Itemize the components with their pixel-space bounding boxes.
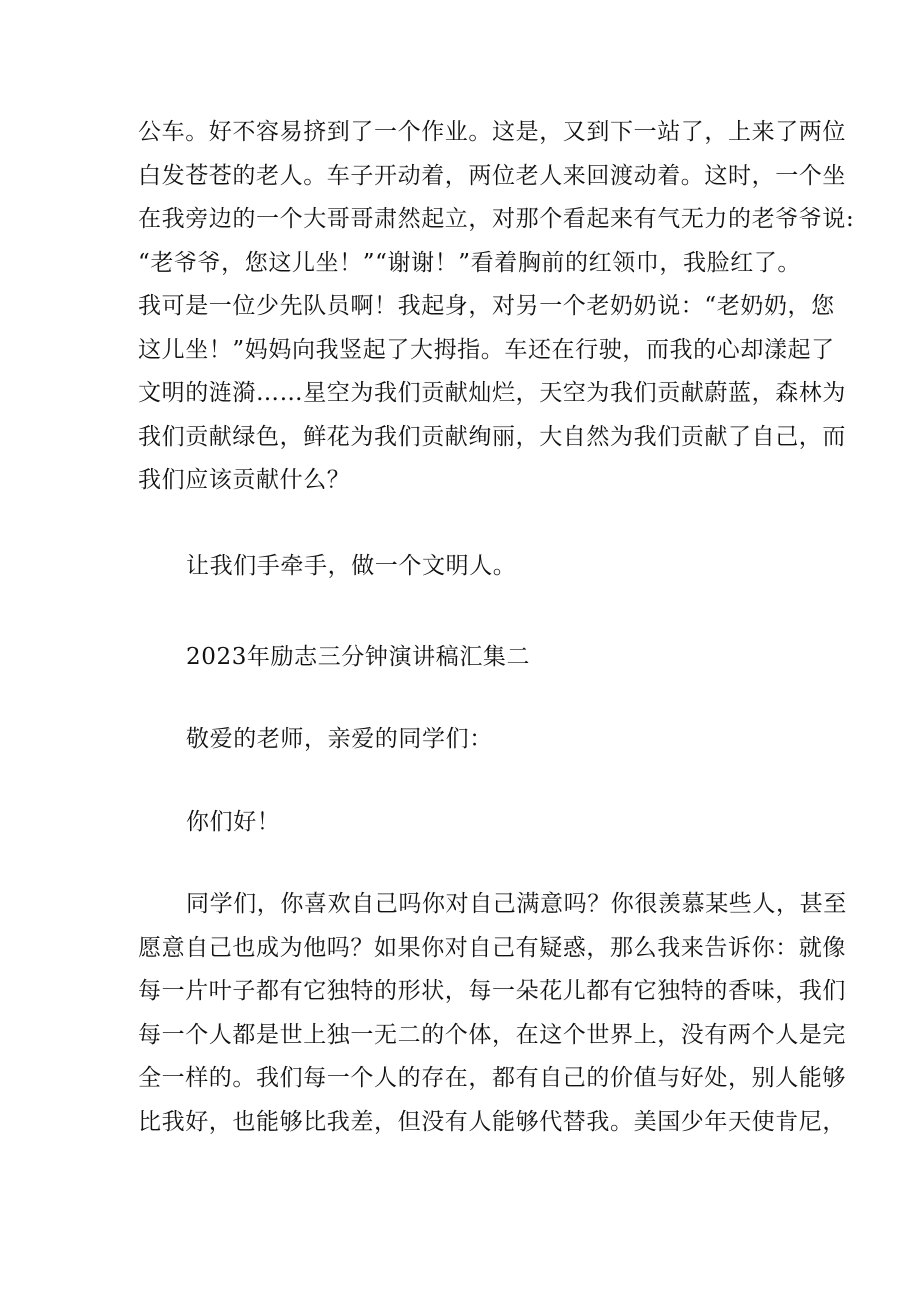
text-line: 我们贡献绿色，鲜花为我们贡献绚丽，大自然为我们贡献了自己，而 <box>138 423 846 450</box>
text-line: 公车。好不容易挤到了一个作业。这是，又到下一站了，上来了两位 <box>138 119 846 145</box>
salutation-text: 敬爱的老师，亲爱的同学们： <box>186 726 493 752</box>
text-line: 让我们手牵手，做一个文明人。 <box>186 553 517 579</box>
text-line: 全一样的。我们每一个人的存在，都有自己的价值与好处，别人能够 <box>138 1065 846 1091</box>
body-paragraph-3 <box>138 883 847 1144</box>
text-line: “老爷爷，您这儿坐！”“谢谢！”看着胸前的红领巾，我脸红了。 <box>138 249 802 276</box>
text-line: 比我好，也能够比我差，但没有人能够代替我。美国少年天使肯尼， <box>138 1108 846 1135</box>
text-line: 这儿坐！”妈妈向我竖起了大拇指。车还在行驶，而我的心却漾起了 <box>138 336 835 363</box>
text-line: 白发苍苍的老人。车子开动着，两位老人来回渡动着。这时，一个坐 <box>138 162 846 189</box>
body-paragraph-1 <box>138 111 855 503</box>
text-line: 每一片叶子都有它独特的形状，每一朵花儿都有它独特的香味，我们 <box>138 978 846 1004</box>
heading-text: 2023年励志三分钟演讲稿汇集二 <box>186 644 531 670</box>
text-line: 同学们，你喜欢自己吗你对自己满意吗？你很羡慕某些人，甚至 <box>186 891 847 917</box>
text-line: 在我旁边的一个大哥哥肃然起立，对那个看起来有气无力的老爷爷说: <box>138 206 855 232</box>
text-line: 文明的涟漪……星空为我们贡献灿烂，天空为我们贡献蔚蓝，森林为 <box>138 380 846 406</box>
text-line: 我可是一位少先队员啊！我起身，对另一个老奶奶说：“老奶奶，您 <box>138 293 835 319</box>
text-line: 每一个人都是世上独一无二的个体，在这个世界上，没有两个人是完 <box>138 1021 846 1048</box>
text-line: 我们应该贡献什么？ <box>138 467 351 493</box>
greeting-text: 你们好！ <box>186 809 281 835</box>
greeting <box>138 801 846 845</box>
salutation <box>138 718 846 762</box>
body-paragraph-2 <box>138 545 846 589</box>
section-heading <box>138 636 846 680</box>
text-line: 愿意自己也成为他吗？如果你对自己有疑惑，那么我来告诉你：就像 <box>138 934 846 961</box>
